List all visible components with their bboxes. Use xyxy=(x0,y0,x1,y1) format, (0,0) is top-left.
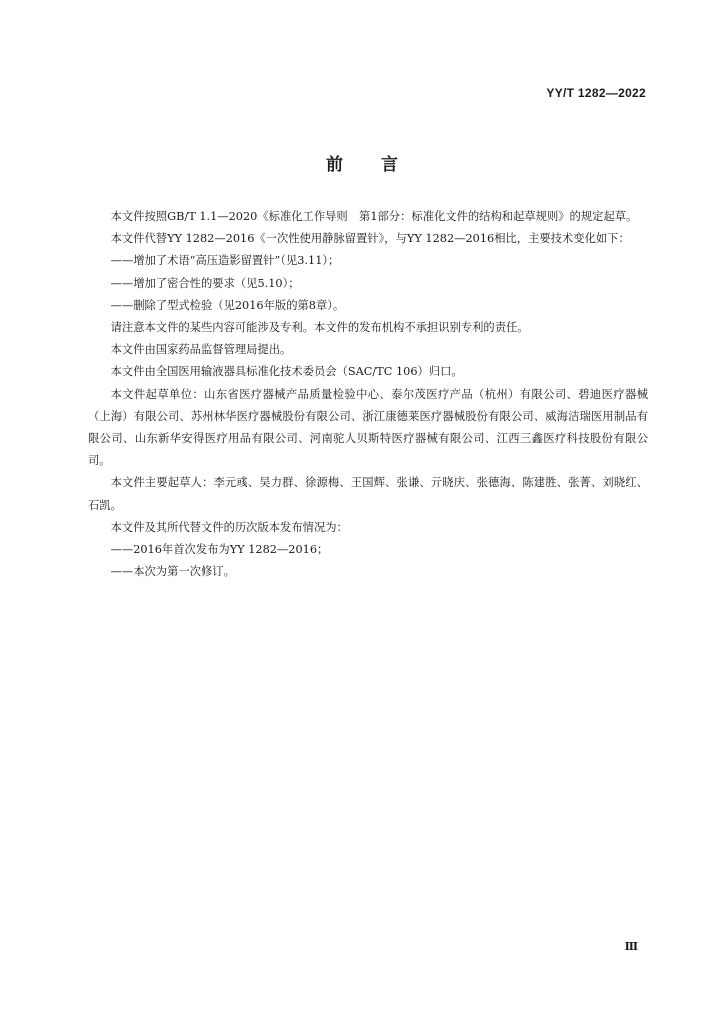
document-code: YY/T 1282—2022 xyxy=(546,86,646,100)
paragraph-replacement: 本文件代替YY 1282—2016《一次性使用静脉留置针》，与YY 1282—2016相比，主要技术变化如下： xyxy=(110,232,630,246)
page-number: Ⅲ xyxy=(624,940,638,953)
paragraph-drafters: 本文件主要起草人：李元彧、吴力群、徐源梅、王国辉、张谦、亓晓庆、张德海、陈建胜、张菁、刘晓红、石凯。 xyxy=(88,476,648,512)
paragraph-drafting-basis: 本文件按照GB/T 1.1—2020《标准化工作导则 第1部分：标准化文件的结构和起草规则》的规定起草。 xyxy=(110,210,638,223)
paragraph-patent-notice: 请注意本文件的某些内容可能涉及专利。本文件的发布机构不承担识别专利的责任。 xyxy=(110,321,529,335)
list-item-change: ——删除了型式检验（见2016年版的第8章）。 xyxy=(110,298,345,312)
paragraph-committee: 本文件由全国医用输液器具标准化技术委员会（SAC/TC 106）归口。 xyxy=(110,365,463,379)
paragraph-drafting-units: 本文件起草单位：山东省医疗器械产品质量检验中心、泰尔茂医疗产品（杭州）有限公司、碧迪医疗器械（上海）有限公司、苏州林华医疗器械股份有限公司、浙江康德莱医疗器械股份有限公司、威海洁瑞医用制品有限公司、山东新华安得医疗用品有限公司、河南驼人贝斯特医疗器械有限公司、江西三鑫医疗科技股份有限公司。 xyxy=(88,387,648,468)
preface-body xyxy=(88,206,648,583)
paragraph-version-history: 本文件及其所代替文件的历次版本发布情况为： xyxy=(110,520,348,534)
list-item-change: ——增加了密合性的要求（见5.10）； xyxy=(110,276,300,290)
list-item-change: ——增加了术语“高压造影留置针”（见3.11）； xyxy=(110,254,340,268)
list-item-version: ——本次为第一次修订。 xyxy=(110,565,235,579)
paragraph-proposer: 本文件由国家药品监督管理局提出。 xyxy=(110,343,292,357)
list-item-version: ——2016年首次发布为YY 1282—2016； xyxy=(110,543,329,557)
page-title: 前言 xyxy=(326,155,436,175)
